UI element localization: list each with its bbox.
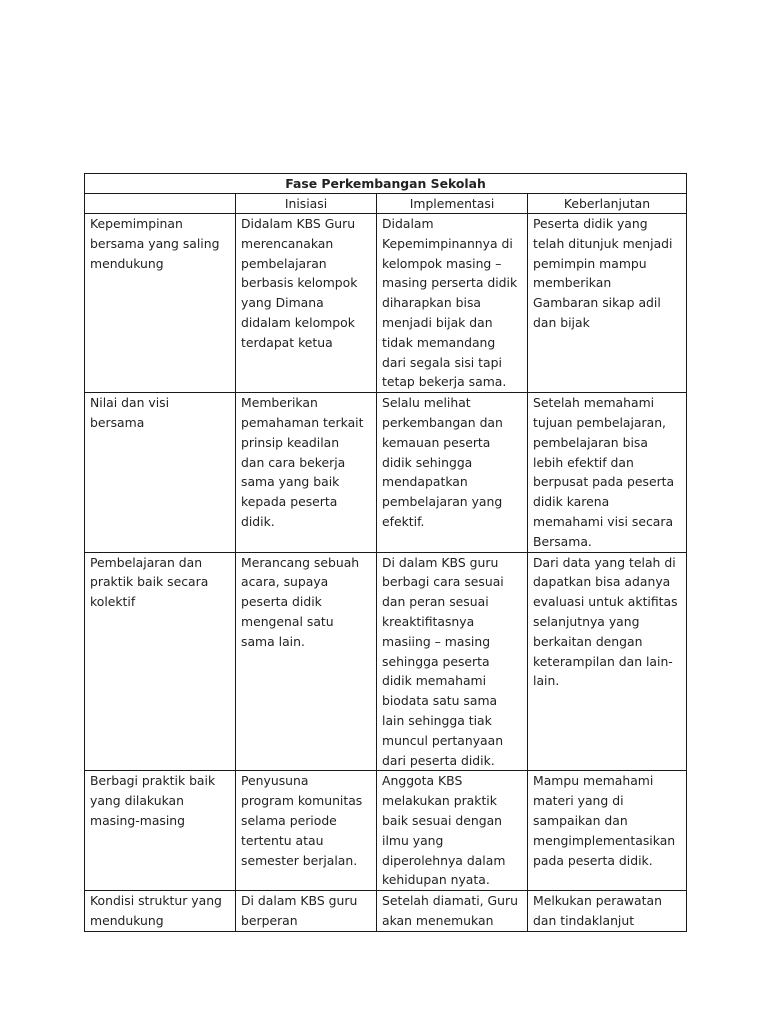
cell-text-line: bersama bbox=[90, 414, 145, 430]
cell-text-line: dari peserta didik. bbox=[382, 752, 495, 768]
cell-text-line: didik. bbox=[241, 513, 275, 529]
cell-text-line: masiing – masing bbox=[382, 633, 491, 649]
cell-inisiasi bbox=[236, 891, 377, 932]
cell-implementasi bbox=[377, 214, 528, 393]
cell-text-line: Setelah memahami bbox=[533, 395, 655, 411]
cell-text-line: Memberikan bbox=[241, 395, 318, 411]
cell-text-line: Bersama. bbox=[533, 533, 592, 549]
cell-text-line: dan tindaklanjut bbox=[533, 912, 635, 928]
cell-text-line: sehingga peserta bbox=[382, 653, 490, 669]
cell-text-line: mengenal satu bbox=[241, 613, 334, 629]
cell-text-line: pemahaman terkait bbox=[241, 414, 364, 430]
cell-text-line: Pembelajaran dan bbox=[90, 554, 203, 570]
cell-text-line: kehidupan nyata. bbox=[382, 872, 490, 888]
cell-inisiasi bbox=[236, 393, 377, 552]
cell-text-line: Gambaran sikap adil bbox=[533, 295, 661, 311]
cell-text-line: tidak memandang bbox=[382, 334, 496, 350]
cell-text-line: selanjutnya yang bbox=[533, 613, 640, 629]
cell-text-line: kolektif bbox=[90, 594, 136, 610]
table-title: Fase Perkembangan Sekolah bbox=[85, 174, 687, 194]
cell-text-line: praktik baik secara bbox=[90, 574, 209, 590]
cell-text-line: ilmu yang bbox=[382, 832, 444, 848]
cell-text-line: Didalam KBS Guru bbox=[241, 216, 356, 231]
cell-text-line: tetap bekerja sama. bbox=[382, 374, 507, 390]
cell-text-line: berkaitan dengan bbox=[533, 633, 643, 649]
cell-text-line: sampaikan dan bbox=[533, 812, 628, 828]
cell-text-line: dan cara bekerja bbox=[241, 454, 346, 470]
cell-text-line: Penyusuna bbox=[241, 773, 309, 789]
table-row bbox=[85, 891, 687, 932]
cell-text-line: lebih efektif dan bbox=[533, 454, 634, 470]
cell-text-line: melakukan praktik bbox=[382, 793, 497, 809]
table-row bbox=[85, 393, 687, 552]
cell-text-line: Anggota KBS bbox=[382, 773, 463, 789]
cell-text-line: tujuan pembelajaran, bbox=[533, 414, 666, 430]
cell-text-line: materi yang di bbox=[533, 793, 624, 809]
cell-implementasi bbox=[377, 771, 528, 891]
cell-text-line: menjadi bijak dan bbox=[382, 314, 493, 330]
cell-text-line: Nilai dan visi bbox=[90, 395, 170, 411]
cell-text-line: kelompok masing – bbox=[382, 255, 502, 271]
cell-text-line: dan bijak bbox=[533, 314, 590, 330]
cell-text-line: kreaktifitasnya bbox=[382, 613, 475, 629]
cell-keberlanjutan bbox=[528, 214, 687, 393]
cell-text-line: berperan bbox=[241, 912, 298, 928]
cell-category bbox=[85, 393, 236, 552]
cell-text-line: acara, supaya bbox=[241, 574, 329, 590]
table-row bbox=[85, 552, 687, 771]
cell-text-line: diharapkan bisa bbox=[382, 295, 482, 311]
cell-text-line: program komunitas bbox=[241, 793, 363, 809]
table-title-row bbox=[85, 174, 687, 194]
cell-text-line: didalam kelompok bbox=[241, 314, 355, 330]
cell-text-line: dapatkan bisa adanya bbox=[533, 574, 671, 590]
cell-text-line: muncul pertanyaan bbox=[382, 732, 504, 748]
cell-keberlanjutan bbox=[528, 552, 687, 771]
cell-text-line: sama lain. bbox=[241, 633, 305, 649]
cell-text-line: perkembangan dan bbox=[382, 414, 503, 430]
cell-text-line: mendapatkan bbox=[382, 474, 468, 490]
cell-text-line: telah ditunjuk menjadi bbox=[533, 235, 673, 251]
cell-text-line: didik sehingga bbox=[382, 454, 473, 470]
table-header-row bbox=[85, 194, 687, 214]
cell-text-line: pembelajaran bbox=[241, 255, 327, 271]
cell-implementasi bbox=[377, 891, 528, 932]
cell-keberlanjutan bbox=[528, 393, 687, 552]
header-implementasi: Implementasi bbox=[377, 194, 528, 214]
cell-text-line: Peserta didik yang bbox=[533, 216, 648, 231]
cell-category bbox=[85, 214, 236, 393]
cell-text-line: keterampilan dan lain- bbox=[533, 653, 673, 669]
cell-text-line: Di dalam KBS guru bbox=[382, 554, 499, 570]
cell-text-line: dari segala sisi tapi bbox=[382, 354, 502, 370]
table-row bbox=[85, 771, 687, 891]
cell-inisiasi bbox=[236, 214, 377, 393]
cell-text-line: memahami visi secara bbox=[533, 513, 674, 529]
header-inisiasi: Inisiasi bbox=[236, 194, 377, 214]
cell-text-line: terdapat ketua bbox=[241, 334, 333, 350]
cell-text-line: berpusat pada peserta bbox=[533, 474, 675, 490]
cell-text-line: masing perserta didik bbox=[382, 275, 518, 291]
cell-text-line: kepada peserta bbox=[241, 494, 338, 510]
cell-text-line: berbasis kelompok bbox=[241, 275, 358, 291]
cell-text-line: tertentu atau bbox=[241, 832, 324, 848]
cell-text-line: prinsip keadilan bbox=[241, 434, 340, 450]
cell-inisiasi bbox=[236, 771, 377, 891]
cell-text-line: Selalu melihat bbox=[382, 395, 471, 411]
cell-keberlanjutan bbox=[528, 771, 687, 891]
cell-category bbox=[85, 552, 236, 771]
header-blank bbox=[85, 194, 236, 214]
cell-text-line: Didalam bbox=[382, 216, 434, 231]
cell-text-line: Kepemimpinan bbox=[90, 216, 183, 231]
cell-text-line: merencanakan bbox=[241, 235, 334, 251]
cell-text-line: Setelah diamati, Guru bbox=[382, 893, 518, 909]
cell-text-line: mendukung bbox=[90, 255, 164, 271]
cell-text-line: yang Dimana bbox=[241, 295, 324, 311]
cell-inisiasi bbox=[236, 552, 377, 771]
cell-text-line: kemauan peserta bbox=[382, 434, 491, 450]
cell-text-line: sama yang baik bbox=[241, 474, 340, 490]
cell-text-line: masing-masing bbox=[90, 812, 186, 828]
table-row bbox=[85, 214, 687, 393]
cell-text-line: Merancang sebuah bbox=[241, 554, 360, 570]
cell-text-line: mengimplementasikan bbox=[533, 832, 676, 848]
cell-text-line: Dari data yang telah di bbox=[533, 554, 676, 570]
cell-text-line: didik karena bbox=[533, 494, 610, 510]
cell-text-line: dan peran sesuai bbox=[382, 594, 489, 610]
cell-implementasi bbox=[377, 393, 528, 552]
cell-text-line: Berbagi praktik baik bbox=[90, 773, 216, 789]
cell-text-line: pada peserta didik. bbox=[533, 852, 653, 868]
cell-text-line: Melkukan perawatan bbox=[533, 893, 662, 909]
cell-text-line: mendukung bbox=[90, 912, 164, 928]
table-body bbox=[85, 214, 687, 932]
cell-text-line: didik memahami bbox=[382, 673, 487, 689]
cell-text-line: Kepemimpinannya di bbox=[382, 235, 513, 251]
development-phase-table bbox=[84, 173, 687, 932]
header-keberlanjutan: Keberlanjutan bbox=[528, 194, 687, 214]
cell-text-line: akan menemukan bbox=[382, 912, 494, 928]
cell-category bbox=[85, 891, 236, 932]
cell-text-line: pembelajaran bisa bbox=[533, 434, 648, 450]
cell-implementasi bbox=[377, 552, 528, 771]
cell-text-line: semester berjalan. bbox=[241, 852, 358, 868]
cell-text-line: pemimpin mampu bbox=[533, 255, 647, 271]
cell-category bbox=[85, 771, 236, 891]
cell-text-line: Mampu memahami bbox=[533, 773, 654, 789]
cell-keberlanjutan bbox=[528, 891, 687, 932]
cell-text-line: memberikan bbox=[533, 275, 612, 291]
cell-text-line: efektif. bbox=[382, 513, 425, 529]
cell-text-line: evaluasi untuk aktifitas bbox=[533, 594, 678, 610]
cell-text-line: bersama yang saling bbox=[90, 235, 220, 251]
cell-text-line: Kondisi struktur yang bbox=[90, 893, 222, 909]
cell-text-line: pembelajaran yang bbox=[382, 494, 503, 510]
cell-text-line: lain. bbox=[533, 673, 560, 689]
cell-text-line: selama periode bbox=[241, 812, 337, 828]
cell-text-line: peserta didik bbox=[241, 594, 322, 610]
cell-text-line: lain sehingga tiak bbox=[382, 712, 492, 728]
cell-text-line: diperolehnya dalam bbox=[382, 852, 506, 868]
cell-text-line: Di dalam KBS guru bbox=[241, 893, 358, 909]
cell-text-line: biodata satu sama bbox=[382, 693, 498, 709]
cell-text-line: berbagi cara sesuai bbox=[382, 574, 504, 590]
cell-text-line: baik sesuai dengan bbox=[382, 812, 503, 828]
cell-text-line: yang dilakukan bbox=[90, 793, 184, 809]
